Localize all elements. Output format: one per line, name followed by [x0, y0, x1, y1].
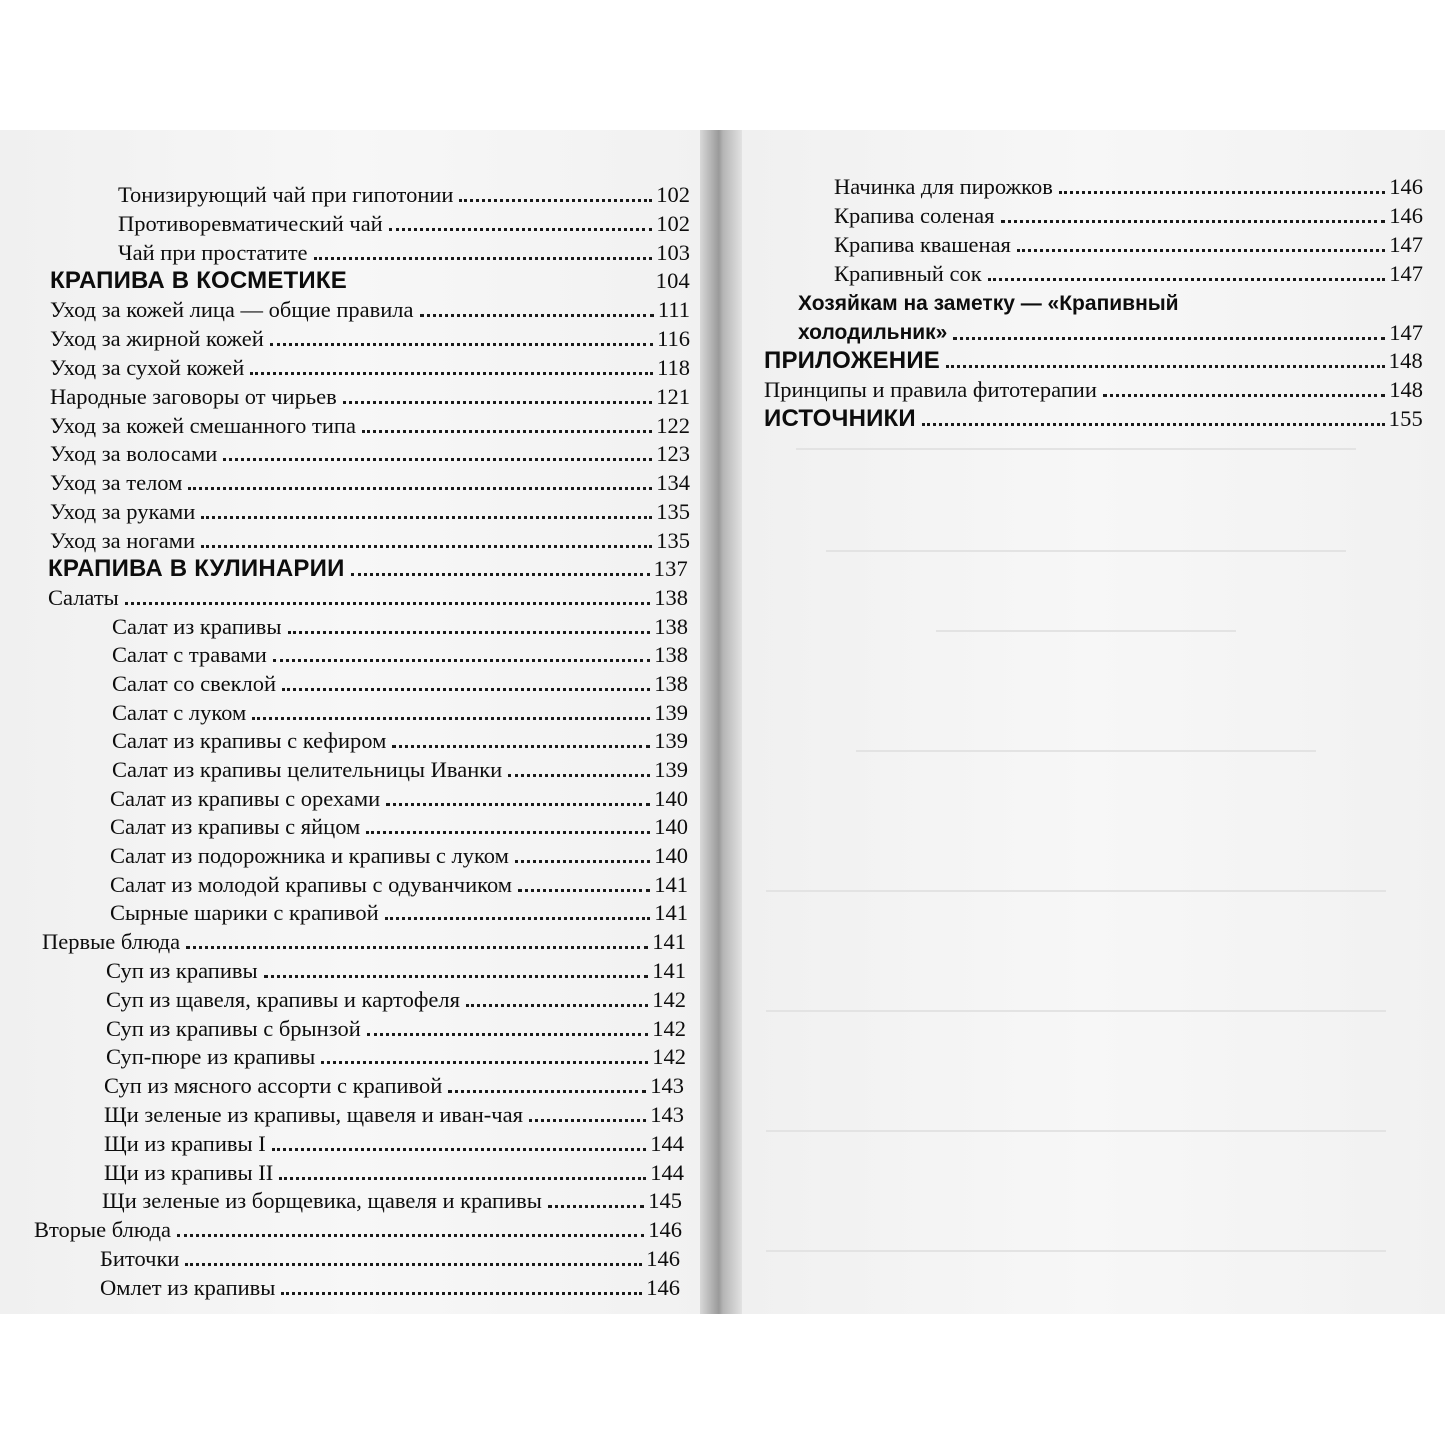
- toc-entry-page: 141: [652, 958, 686, 983]
- toc-entry-title: Суп из крапивы с брынзой: [106, 1016, 361, 1041]
- toc-entry-page: 147: [1389, 232, 1423, 257]
- toc-entry-title: Противоревматический чай: [118, 211, 383, 236]
- toc-entry: [50, 528, 690, 554]
- toc-entry-title: Салат с травами: [112, 642, 267, 667]
- dot-leader: [922, 423, 1385, 426]
- toc-entry-title: Принципы и правила фитотерапии: [764, 377, 1097, 402]
- toc-entry-page: 146: [648, 1217, 682, 1242]
- toc-entry: [112, 700, 688, 726]
- toc-entry: [50, 297, 690, 323]
- toc-entry-page: 139: [654, 728, 688, 753]
- dot-leader: [946, 365, 1385, 368]
- toc-entry-page: 135: [656, 499, 690, 524]
- toc-entry-page: 103: [656, 240, 690, 265]
- dot-leader: [273, 659, 650, 662]
- toc-entry-title: Салат с луком: [112, 700, 247, 725]
- toc-entry: [106, 958, 686, 984]
- bleed-through-line: [766, 1130, 1386, 1132]
- toc-entry-page: 146: [646, 1275, 680, 1300]
- bleed-through-line: [796, 448, 1356, 450]
- toc-entry-title: Салат из молодой крапивы с одуванчиком: [110, 872, 513, 897]
- toc-entry-title: Суп из мясного ассорти с крапивой: [104, 1073, 443, 1098]
- dot-leader: [185, 1263, 642, 1266]
- toc-entry-title: Вторые блюда: [34, 1217, 171, 1242]
- toc-entry-page: 143: [650, 1102, 684, 1127]
- toc-entry-title: Начинка для пирожков: [834, 174, 1053, 199]
- toc-entry: [50, 470, 690, 496]
- dot-leader: [988, 278, 1386, 281]
- toc-entry-page: 140: [654, 786, 688, 811]
- toc-entry: [34, 1217, 682, 1243]
- toc-entry-page: 123: [656, 441, 690, 466]
- toc-entry-page: 141: [654, 900, 688, 925]
- dot-leader: [386, 803, 650, 806]
- dot-leader: [953, 337, 1385, 340]
- toc-entry-page: 146: [1389, 203, 1423, 228]
- toc-entry: [764, 377, 1423, 403]
- dot-leader: [515, 860, 650, 863]
- toc-entry-page: 146: [1389, 174, 1423, 199]
- toc-entry-page: 148: [1388, 348, 1423, 373]
- toc-entry-title: ИСТОЧНИКИ: [764, 405, 916, 432]
- toc-entry-page: 143: [650, 1073, 684, 1098]
- toc-entry: [118, 182, 690, 208]
- toc-entry-page: 147: [1389, 261, 1423, 286]
- dot-leader: [529, 1119, 646, 1122]
- dot-leader: [288, 631, 651, 634]
- dot-leader: [177, 1234, 644, 1237]
- toc-entry-title: холодильник»: [798, 321, 948, 344]
- dot-leader: [272, 1148, 647, 1151]
- toc-entry-page: 116: [657, 326, 690, 351]
- toc-section-heading: [50, 268, 690, 294]
- toc-entry-title: КРАПИВА В КОСМЕТИКЕ: [50, 267, 347, 294]
- book-gutter: [700, 130, 742, 1314]
- bleed-through-line: [766, 890, 1386, 892]
- toc-entry: [112, 614, 688, 640]
- toc-entry-title: Крапива соленая: [834, 203, 995, 228]
- toc-entry-title: Салат из крапивы целительницы Иванки: [112, 757, 503, 782]
- bleed-through-line: [766, 1250, 1386, 1252]
- toc-entry-page: 142: [652, 987, 686, 1012]
- toc-entry-title: Уход за кожей смешанного типа: [50, 413, 356, 438]
- dot-leader: [1059, 191, 1385, 194]
- toc-entry: [104, 1160, 684, 1186]
- toc-entry-title: ПРИЛОЖЕНИЕ: [764, 347, 940, 374]
- toc-entry-title: Щи зеленые из крапивы, щавеля и иван-чая: [104, 1102, 523, 1127]
- toc-entry-page: 104: [655, 268, 690, 293]
- toc-entry: [112, 757, 688, 783]
- toc-entry: [110, 814, 688, 840]
- toc-section-heading: [764, 406, 1423, 432]
- toc-entry-page: 121: [656, 384, 690, 409]
- dot-leader: [1001, 220, 1386, 223]
- bleed-through-line: [766, 1010, 1386, 1012]
- toc-entry: [106, 1016, 686, 1042]
- toc-entry-title: Салат из крапивы с орехами: [110, 786, 381, 811]
- dot-leader: [1017, 249, 1385, 252]
- toc-entry-page: 122: [656, 413, 690, 438]
- bleed-through-line: [936, 630, 1236, 632]
- toc-entry-title: Крапива квашеная: [834, 232, 1011, 257]
- toc-entry-title: Уход за жирной кожей: [50, 326, 264, 351]
- dot-leader: [279, 1177, 646, 1180]
- dot-leader: [1103, 394, 1385, 397]
- toc-entry-title: Салат из крапивы с яйцом: [110, 814, 361, 839]
- toc-entry-title: Салат со свеклой: [112, 671, 277, 696]
- toc-entry: [50, 384, 690, 410]
- toc-entry-title: Уход за волосами: [50, 441, 218, 466]
- toc-entry-title: КРАПИВА В КУЛИНАРИИ: [48, 555, 345, 582]
- bleed-through-line: [826, 550, 1346, 552]
- dot-leader: [385, 917, 651, 920]
- toc-entry-title: Крапивный сок: [834, 261, 982, 286]
- toc-entry-page: 139: [654, 700, 688, 725]
- toc-entry-title: Щи из крапивы I: [104, 1131, 266, 1156]
- toc-entry: [50, 355, 690, 381]
- toc-entry-page: 142: [652, 1016, 686, 1041]
- toc-entry-title: Омлет из крапивы: [100, 1275, 276, 1300]
- toc-entry-page: 138: [654, 614, 688, 639]
- toc-entry-title: Уход за руками: [50, 499, 196, 524]
- toc-entry-page: 102: [656, 211, 690, 236]
- toc-entry-title: Уход за сухой кожей: [50, 355, 245, 380]
- dot-leader: [250, 372, 653, 375]
- toc-entry: [104, 1102, 684, 1128]
- toc-entry: [50, 499, 690, 525]
- toc-entry: [112, 728, 688, 754]
- toc-entry-page: 102: [656, 182, 690, 207]
- toc-entry-page: 155: [1388, 406, 1423, 431]
- dot-leader: [518, 889, 650, 892]
- toc-entry-title: Щи из крапивы II: [104, 1160, 274, 1185]
- dot-leader: [366, 831, 650, 834]
- toc-entry: [100, 1246, 680, 1272]
- toc-entry-title: Чай при простатите: [118, 240, 308, 265]
- toc-entry-page: 141: [652, 929, 686, 954]
- toc-entry-title: Салат из крапивы с кефиром: [112, 728, 387, 753]
- dot-leader: [508, 774, 650, 777]
- toc-entry-title: Салат из подорожника и крапивы с луком: [110, 843, 509, 868]
- toc-entry-page: 140: [654, 814, 688, 839]
- toc-entry-title: Суп из щавеля, крапивы и картофеля: [106, 987, 460, 1012]
- toc-entry-page: 139: [654, 757, 688, 782]
- toc-entry-page: 144: [650, 1131, 684, 1156]
- toc-entry-title: Биточки: [100, 1246, 180, 1271]
- dot-leader: [186, 946, 648, 949]
- dot-leader: [270, 343, 653, 346]
- toc-entry-page: 138: [654, 642, 688, 667]
- toc-entry: [106, 1044, 686, 1070]
- toc-entry-page: 138: [654, 585, 688, 610]
- toc-entry-title: Первые блюда: [42, 929, 181, 954]
- toc-entry-page: 138: [654, 671, 688, 696]
- dot-leader: [281, 1292, 642, 1295]
- toc-entry: [112, 671, 688, 697]
- toc-entry-page: 144: [650, 1160, 684, 1185]
- dot-leader: [201, 516, 652, 519]
- toc-entry-title: Уход за телом: [50, 470, 183, 495]
- dot-leader: [252, 717, 650, 720]
- dot-leader: [466, 1004, 648, 1007]
- toc-entry-title: Салаты: [48, 585, 119, 610]
- toc-entry: [834, 261, 1423, 287]
- toc-entry-title: Уход за ногами: [50, 528, 196, 553]
- toc-entry-page: 146: [646, 1246, 680, 1271]
- toc-entry: [834, 203, 1423, 229]
- toc-entry-page: 135: [656, 528, 690, 553]
- dot-leader: [125, 602, 650, 605]
- dot-leader: [362, 430, 652, 433]
- toc-entry-page: 134: [656, 470, 690, 495]
- toc-entry: [48, 585, 688, 611]
- toc-entry-page: 137: [653, 556, 688, 581]
- toc-entry-title: Народные заговоры от чирьев: [50, 384, 337, 409]
- toc-entry-title: Тонизирующий чай при гипотонии: [118, 182, 454, 207]
- dot-leader: [321, 1061, 648, 1064]
- toc-entry-page: 140: [654, 843, 688, 868]
- toc-entry: [104, 1073, 684, 1099]
- toc-entry-page: 147: [1389, 320, 1423, 345]
- toc-entry: [42, 929, 686, 955]
- toc-entry-title: Уход за кожей лица — общие правила: [50, 297, 414, 322]
- toc-entry: [110, 872, 688, 898]
- toc-section-heading: [764, 348, 1423, 374]
- toc-entry: [110, 843, 688, 869]
- dot-leader: [343, 401, 653, 404]
- toc-entry-page: 142: [652, 1044, 686, 1069]
- toc-entry-page: 145: [648, 1188, 682, 1213]
- dot-leader: [448, 1090, 646, 1093]
- toc-entry: [118, 211, 690, 237]
- toc-entry: [104, 1131, 684, 1157]
- toc-entry: [112, 642, 688, 668]
- toc-entry-title: Салат из крапивы: [112, 614, 282, 639]
- toc-entry: [50, 326, 690, 352]
- dot-leader: [548, 1205, 644, 1208]
- toc-entry: [50, 413, 690, 439]
- dot-leader: [188, 487, 652, 490]
- toc-entry-page: 148: [1389, 377, 1423, 402]
- toc-entry-title: Суп-пюре из крапивы: [106, 1044, 316, 1069]
- dot-leader: [223, 458, 652, 461]
- dot-leader: [392, 745, 650, 748]
- toc-entry-title: Щи зеленые из борщевика, щавеля и крапивы: [102, 1188, 542, 1213]
- dot-leader: [264, 975, 649, 978]
- toc-entry-page: 141: [654, 872, 688, 897]
- toc-entry: [50, 441, 690, 467]
- dot-leader: [351, 573, 650, 576]
- toc-entry: [110, 786, 688, 812]
- dot-leader: [201, 545, 652, 548]
- toc-entry-page: 111: [657, 297, 690, 322]
- toc-entry-page: 118: [657, 355, 690, 380]
- toc-entry: [834, 174, 1423, 200]
- bleed-through-line: [856, 750, 1316, 752]
- dot-leader: [389, 228, 653, 231]
- toc-entry: [118, 240, 690, 266]
- dot-leader: [282, 688, 650, 691]
- toc-entry: [834, 232, 1423, 258]
- toc-entry-title: Суп из крапивы: [106, 958, 258, 983]
- dot-leader: [314, 257, 653, 260]
- dot-leader: [459, 199, 652, 202]
- toc-entry: [106, 987, 686, 1013]
- toc-entry: [798, 320, 1423, 346]
- toc-entry-title-line1: Хозяйкам на заметку — «Крапивный: [798, 292, 1179, 315]
- toc-entry-title: Сырные шарики с крапивой: [110, 900, 379, 925]
- dot-leader: [420, 314, 654, 317]
- dot-leader: [367, 1033, 648, 1036]
- toc-entry: [100, 1275, 680, 1301]
- toc-section-heading: [48, 556, 688, 582]
- toc-entry: [110, 900, 688, 926]
- toc-entry: [102, 1188, 682, 1214]
